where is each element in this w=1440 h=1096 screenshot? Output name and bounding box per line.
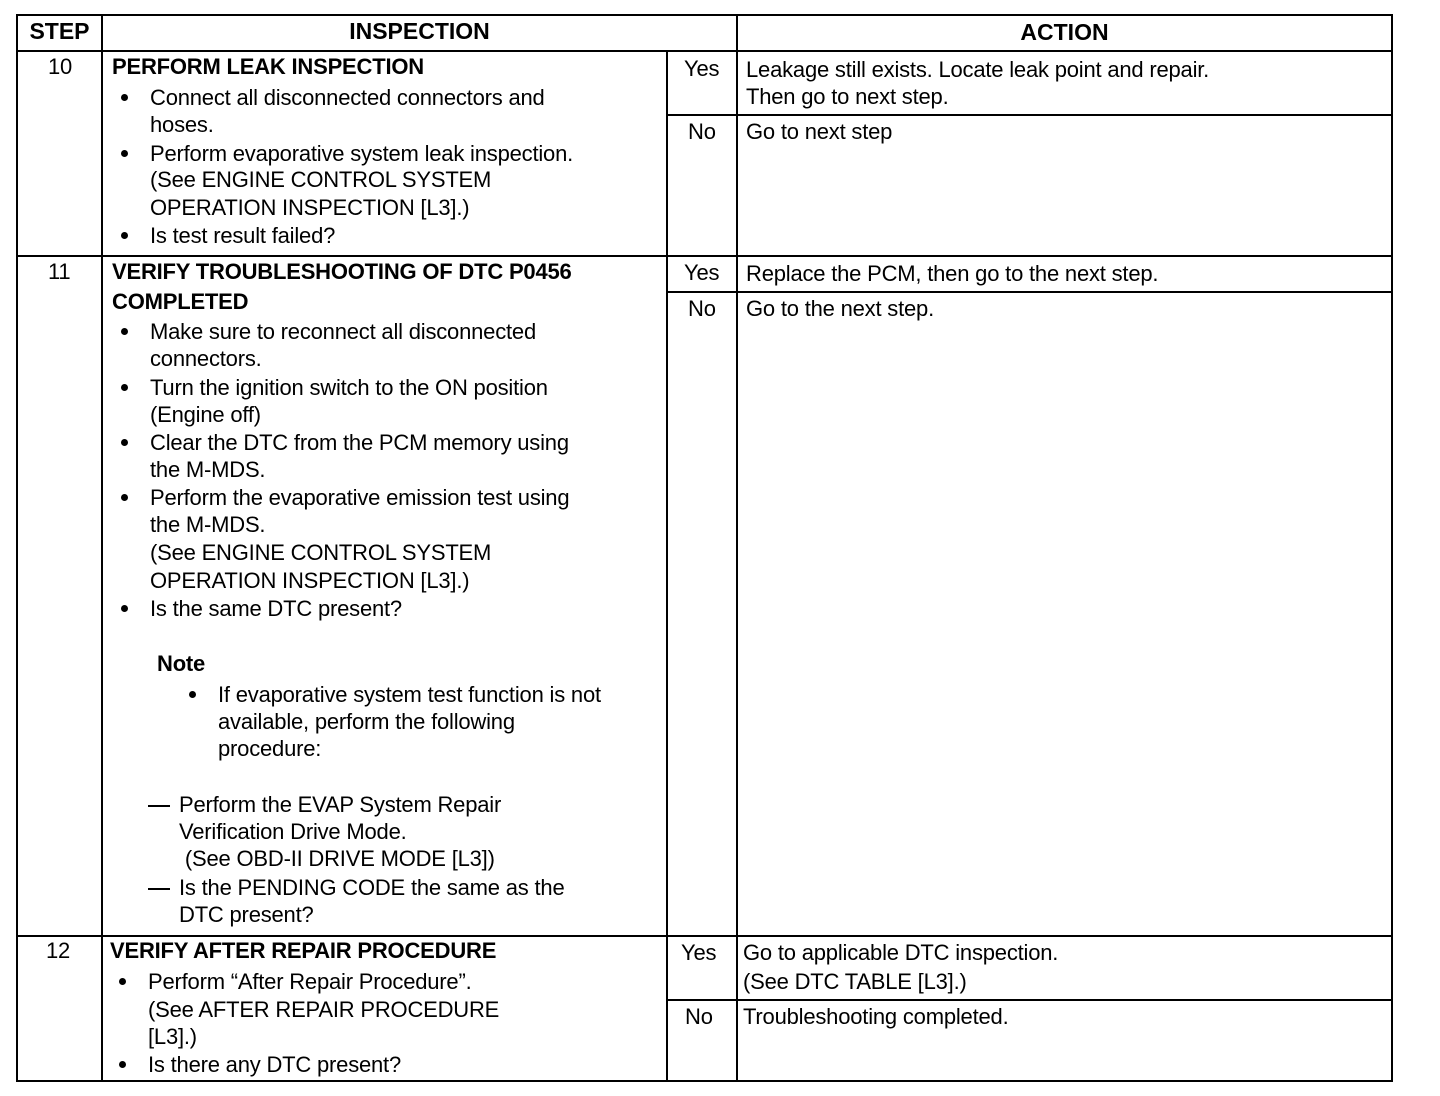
list-item: hoses. bbox=[150, 112, 214, 137]
table-border-left bbox=[16, 14, 18, 1082]
note-item: If evaporative system test function is not bbox=[218, 682, 601, 707]
table-border-right bbox=[1391, 14, 1393, 1082]
yes-no-divider-10 bbox=[666, 114, 1393, 116]
note-item: procedure: bbox=[218, 736, 322, 761]
note-item: available, perform the following bbox=[218, 709, 515, 734]
list-item: Perform “After Repair Procedure”. bbox=[148, 969, 472, 994]
yes-action: Replace the PCM, then go to the next step. bbox=[746, 261, 1159, 286]
bullet-icon bbox=[121, 439, 128, 446]
yes-action: Leakage still exists. Locate leak point and repair. bbox=[746, 57, 1210, 82]
list-item: Is the same DTC present? bbox=[150, 596, 402, 621]
note-item: Perform the EVAP System Repair bbox=[179, 792, 502, 817]
no-label: No bbox=[688, 119, 716, 144]
bullet-icon bbox=[121, 232, 128, 239]
yes-label: Yes bbox=[681, 940, 717, 965]
list-item: Make sure to reconnect all disconnected bbox=[150, 319, 536, 344]
no-label: No bbox=[688, 296, 716, 321]
header-divider bbox=[16, 50, 1393, 52]
list-item: (See ENGINE CONTROL SYSTEM bbox=[150, 167, 492, 192]
note-item: (See OBD-II DRIVE MODE [L3]) bbox=[179, 846, 495, 871]
list-item: (See AFTER REPAIR PROCEDURE bbox=[148, 997, 500, 1022]
step-column-divider bbox=[101, 14, 103, 1082]
bullet-icon bbox=[119, 1061, 126, 1068]
list-item: connectors. bbox=[150, 346, 262, 371]
bullet-icon bbox=[189, 691, 196, 698]
answer-action-divider bbox=[736, 14, 738, 1082]
bullet-icon bbox=[121, 494, 128, 501]
step-title: COMPLETED bbox=[112, 289, 249, 314]
list-item: (Engine off) bbox=[150, 402, 261, 427]
list-item: the M-MDS. bbox=[150, 457, 266, 482]
list-item: Perform the evaporative emission test using bbox=[150, 485, 570, 510]
dash-icon bbox=[148, 888, 170, 890]
bullet-icon bbox=[121, 384, 128, 391]
yes-action: (See DTC TABLE [L3].) bbox=[743, 969, 967, 994]
list-item: Connect all disconnected connectors and bbox=[150, 85, 545, 110]
header-step: STEP bbox=[29, 18, 90, 44]
note-title: Note bbox=[157, 651, 206, 676]
header-inspection: INSPECTION bbox=[349, 18, 490, 44]
step-number: 12 bbox=[46, 938, 71, 963]
list-item: OPERATION INSPECTION [L3].) bbox=[150, 568, 470, 593]
step-title: VERIFY TROUBLESHOOTING OF DTC P0456 bbox=[112, 259, 572, 284]
no-label: No bbox=[685, 1004, 713, 1029]
note-item: Is the PENDING CODE the same as the bbox=[179, 875, 565, 900]
bullet-icon bbox=[121, 605, 128, 612]
yes-label: Yes bbox=[684, 56, 720, 81]
bullet-icon bbox=[121, 150, 128, 157]
list-item: [L3].) bbox=[148, 1024, 197, 1049]
no-action: Go to the next step. bbox=[746, 296, 935, 321]
header-action: ACTION bbox=[1020, 19, 1109, 45]
yes-no-divider-12 bbox=[666, 999, 1393, 1001]
step-number: 11 bbox=[48, 259, 71, 284]
list-item: Turn the ignition switch to the ON position bbox=[150, 375, 548, 400]
step-title: PERFORM LEAK INSPECTION bbox=[112, 54, 424, 79]
no-action: Troubleshooting completed. bbox=[743, 1004, 1009, 1029]
list-item: OPERATION INSPECTION [L3].) bbox=[150, 195, 470, 220]
list-item: Is test result failed? bbox=[150, 223, 336, 248]
note-item: Verification Drive Mode. bbox=[179, 819, 407, 844]
list-item: the M-MDS. bbox=[150, 512, 266, 537]
note-item: DTC present? bbox=[179, 902, 314, 927]
step-title: VERIFY AFTER REPAIR PROCEDURE bbox=[110, 938, 497, 963]
bullet-icon bbox=[121, 328, 128, 335]
list-item: Perform evaporative system leak inspection. bbox=[150, 141, 574, 166]
list-item: (See ENGINE CONTROL SYSTEM bbox=[150, 540, 492, 565]
bullet-icon bbox=[121, 94, 128, 101]
list-item: Is there any DTC present? bbox=[148, 1052, 402, 1077]
yes-no-divider-11 bbox=[666, 291, 1393, 293]
row-divider-10-11 bbox=[16, 255, 1393, 257]
yes-action: Go to applicable DTC inspection. bbox=[743, 940, 1059, 965]
inspection-answer-divider bbox=[666, 50, 668, 1082]
yes-label: Yes bbox=[684, 260, 720, 285]
step-number: 10 bbox=[48, 54, 73, 79]
bullet-icon bbox=[119, 978, 126, 985]
no-action: Go to next step bbox=[746, 119, 893, 144]
yes-action: Then go to next step. bbox=[746, 84, 949, 109]
table-border-bottom bbox=[16, 1080, 1393, 1082]
dash-icon bbox=[148, 805, 170, 807]
list-item: Clear the DTC from the PCM memory using bbox=[150, 430, 569, 455]
